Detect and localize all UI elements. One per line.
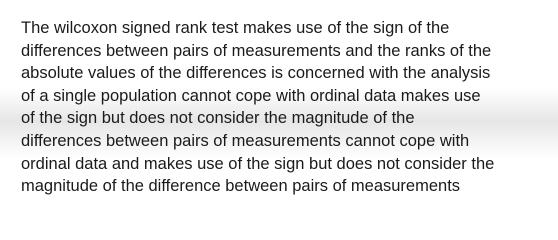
question-line-8: magnitude of the difference between pairs of measurements — [21, 177, 461, 196]
question-line-1: The wilcoxon signed rank test makes use of the sign of the — [21, 19, 450, 37]
question-line-5: of the sign but does not consider the magnitude of the — [21, 109, 415, 128]
question-text — [21, 17, 541, 198]
question-line-7: ordinal data and makes use of the sign but does not consider the — [21, 154, 495, 173]
question-line-4: of a single population cannot cope with ordinal data makes use — [21, 86, 481, 105]
question-line-6: differences between pairs of measurements cannot cope with — [21, 131, 470, 150]
question-line-3: absolute values of the differences is concerned with the analysis — [21, 64, 491, 83]
question-line-2: differences between pairs of measurements and the ranks of the — [21, 41, 492, 60]
